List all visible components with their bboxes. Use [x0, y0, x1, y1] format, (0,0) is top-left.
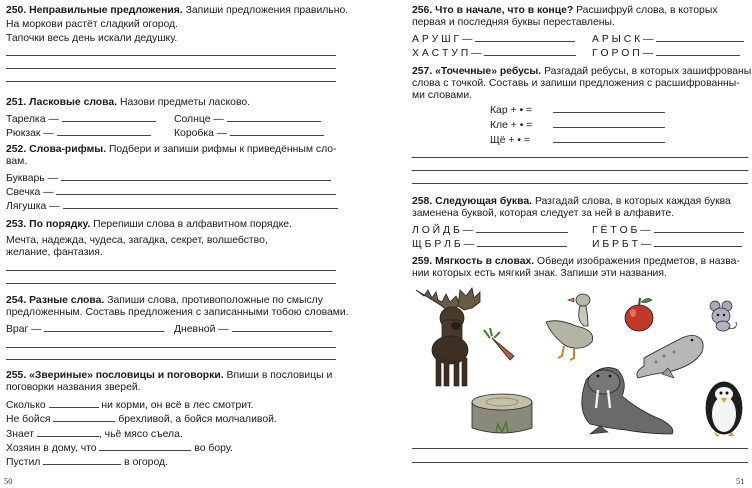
right-page — [376, 0, 752, 488]
task-258-header: 258. Следующая буква. Разгадай слова, в которых каждая буква — [412, 196, 731, 207]
mouse-icon[interactable] — [710, 301, 736, 331]
antonym-prompt: Дневной — — [174, 323, 332, 336]
rhyme-prompt: Свечка — — [6, 186, 336, 199]
rhyme-prompt: Лягушка — — [6, 200, 338, 213]
task-257-text-cont: слова с точкой. Составь и запиши предложения с расшифрованны- — [412, 78, 740, 89]
moose-icon[interactable] — [416, 288, 480, 386]
shift-word: Л О Й Д Б — — [412, 224, 568, 237]
task-254-text-cont: предложенным. Составь предложения с записанными тобою словами. — [6, 307, 349, 318]
goose-icon[interactable] — [546, 294, 593, 360]
shift-word: И Б Р Б Т — — [592, 238, 742, 251]
task-257-header: 257. «Точечные» ребусы. Разгадай ребусы, в которых зашифрованы — [412, 66, 752, 77]
word-prompt: Тарелка — — [6, 113, 156, 126]
rebus: Кар + • = — [490, 104, 665, 117]
write-line[interactable] — [412, 462, 748, 463]
write-line[interactable] — [6, 283, 336, 284]
write-line[interactable] — [6, 81, 336, 82]
task-257-text-cont2: ми словами. — [412, 90, 473, 101]
task-250-sentence-2: Тапочки весь день искали дедушку. — [6, 33, 178, 44]
write-line[interactable] — [6, 68, 336, 69]
shift-word: Г Ё Т О Б — — [592, 224, 744, 237]
task-252-text-cont: вам. — [6, 156, 28, 167]
apple-icon[interactable] — [625, 298, 653, 331]
task-256-header: 256. Что в начале, что в конце? Расшифруй слова, в которых — [412, 5, 718, 16]
task-259-text-cont: нии которых есть мягкий знак. Запиши эти названия. — [412, 268, 667, 279]
write-line[interactable] — [6, 270, 336, 271]
task-258-text-cont: заменена буквой, которая следует за ней в алфавите. — [412, 208, 675, 219]
write-line[interactable] — [412, 448, 748, 449]
stump-icon[interactable] — [472, 394, 532, 433]
task-255-text-cont: поговорки названия зверей. — [6, 382, 141, 393]
task-254-header: 254. Разные слова. Запиши слова, противоположные по смыслу — [6, 295, 323, 306]
shift-word: Щ Б Р Л Б — — [412, 238, 567, 251]
word-prompt: Рюкзак — — [6, 127, 151, 140]
write-line[interactable] — [6, 55, 336, 56]
task-253-words: Мечта, надежда, чудеса, загадка, секрет, волшебство, — [6, 235, 268, 246]
proverb: Знает , чьё мясо съела. — [6, 429, 183, 440]
penguin-icon[interactable] — [706, 382, 742, 436]
page-number: 50 — [4, 476, 13, 486]
task-255-header: 255. «Звериные» пословицы и поговорки. Впиши в пословицы и — [6, 370, 333, 381]
cipher-word: А Р Ы С К — — [592, 33, 744, 46]
proverb: Пустил в огород. — [6, 457, 168, 468]
task-250-header: 250. Неправильные предложения. Запиши предложения правильно. — [6, 5, 349, 16]
task-252-header: 252. Слова-рифмы. Подбери и запиши рифмы к приведённым сло- — [6, 144, 337, 155]
cipher-word: А Р У Ш Г — — [412, 33, 575, 46]
cipher-word: Х А С Т У П — — [412, 47, 576, 60]
walrus-icon[interactable] — [582, 368, 673, 434]
task-250-sentence-1: На моркови растёт сладкий огород. — [6, 19, 178, 30]
proverb: Хозяин в дому, что во бору. — [6, 443, 233, 454]
rhyme-prompt: Букварь — — [6, 172, 331, 185]
task-259-header: 259. Мягкость в словах. Обведи изображения предметов, в назва- — [412, 256, 740, 267]
seal-icon[interactable] — [637, 336, 703, 379]
rebus: Кле + • = — [490, 119, 665, 132]
task-253-header: 253. По порядку. Перепиши слова в алфавитном порядке. — [6, 219, 292, 230]
write-line[interactable] — [6, 347, 336, 348]
word-prompt: Коробка — — [174, 127, 324, 140]
proverb: Не бойся брехливой, а бойся молчаливой. — [6, 414, 277, 425]
word-prompt: Солнце — — [174, 113, 321, 126]
task-256-text-cont: первая и последняя буквы переставлены. — [412, 17, 615, 28]
pictures-area — [376, 0, 752, 488]
page-number: 51 — [736, 476, 745, 486]
write-line[interactable] — [6, 359, 336, 360]
carrot-icon[interactable] — [484, 328, 514, 360]
cipher-word: Г О Р О П — — [592, 47, 740, 60]
rebus: Щё + • = — [490, 134, 665, 147]
antonym-prompt: Враг — — [6, 323, 164, 336]
task-251-header: 251. Ласковые слова. Назови предметы ласково. — [6, 97, 251, 108]
proverb: Сколько ни корми, он всё в лес смотрит. — [6, 400, 254, 411]
task-253-words-cont: желание, фантазия. — [6, 247, 103, 258]
